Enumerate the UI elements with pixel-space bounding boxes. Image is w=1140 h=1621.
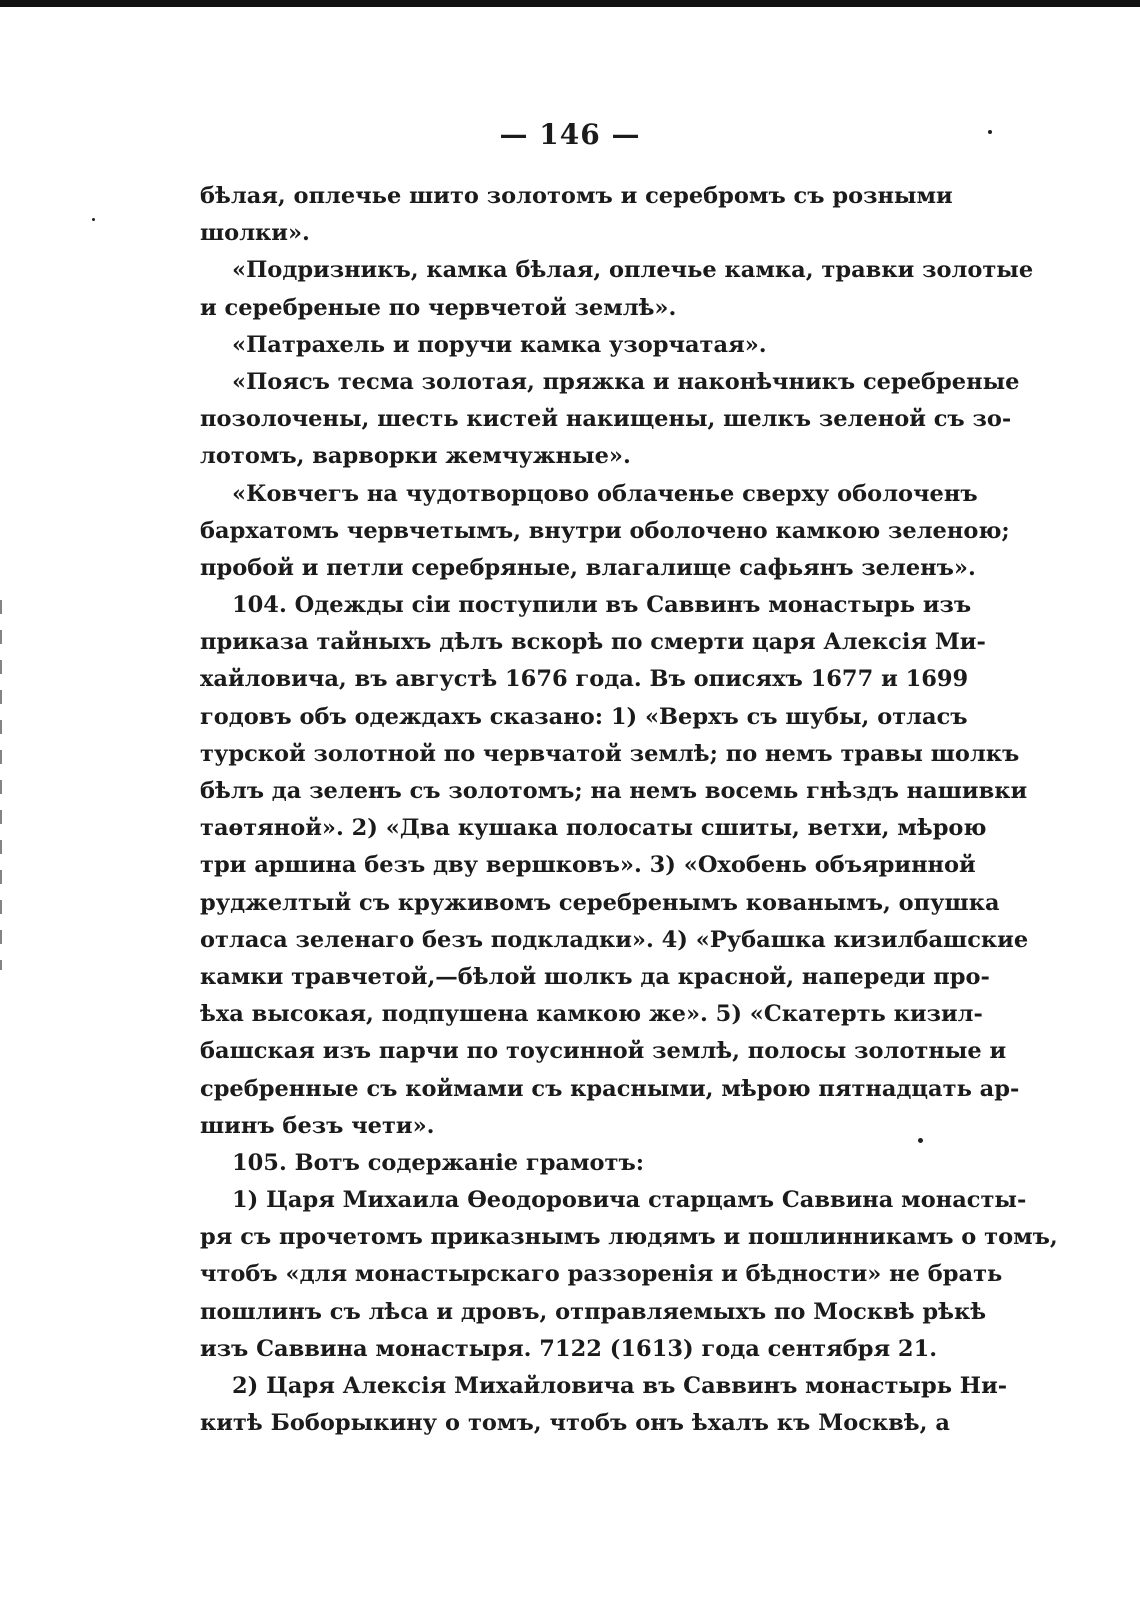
- text-line: хайловича, въ августѣ 1676 года. Въ описяхъ 1677 и 1699: [200, 666, 969, 693]
- text-line: позолочены, шесть кистей накищены, шелкъ зеленой съ зо-: [200, 406, 1012, 433]
- text-line: 1) Царя Михаила Ѳеодоровича старцамъ Саввина монасты-: [232, 1187, 1027, 1214]
- ink-speck: [92, 218, 95, 221]
- text-line: ѣха высокая, подпушена камкою же». 5) «Скатерть кизил-: [200, 1001, 983, 1028]
- text-line: турской золотной по червчатой землѣ; по немъ травы шолкъ: [200, 740, 1020, 767]
- text-line: руджелтый съ круживомъ серебренымъ кованымъ, опушка: [200, 889, 1000, 916]
- text-line: «Патрахель и поручи камка узорчатая».: [232, 331, 767, 358]
- text-line: бархатомъ червчетымъ, внутри оболочено камкою зеленою;: [200, 517, 1010, 544]
- text-line: шолки».: [200, 220, 310, 247]
- text-line: таѳтяной». 2) «Два кушака полосаты сшиты, ветхи, мѣрою: [200, 815, 987, 842]
- text-line: годовъ объ одеждахъ сказано: 1) «Верхъ съ шубы, отласъ: [200, 703, 968, 730]
- text-line: «Поясъ тесма золотая, пряжка и наконѣчникъ серебреные: [232, 368, 1020, 395]
- text-line: чтобъ «для монастырскаго раззоренія и бѣдности» не брать: [200, 1261, 1003, 1288]
- text-line: и серебреные по червчетой землѣ».: [200, 294, 677, 321]
- text-line: башская изъ парчи по тоусинной землѣ, полосы золотные и: [200, 1038, 1007, 1065]
- scan-top-border: [0, 0, 1140, 7]
- text-line: бѣлая, оплечье шито золотомъ и серебромъ съ розными: [200, 183, 953, 209]
- text-line: «Подризникъ, камка бѣлая, оплечье камка, травки золотые: [232, 257, 1034, 284]
- scan-left-edge: [0, 600, 2, 970]
- text-line: пробой и петли серебряные, влагалище сафьянъ зеленъ».: [200, 554, 976, 581]
- text-line: камки травчетой,—бѣлой шолкъ да красной, напереди про-: [200, 963, 990, 990]
- text-line: пошлинъ съ лѣса и дровъ, отправляемыхъ по Москвѣ рѣкѣ: [200, 1298, 987, 1325]
- text-line: три аршина безъ дву вершковъ». 3) «Охобень объяринной: [200, 852, 976, 879]
- text-line: лотомъ, варворки жемчужные».: [200, 443, 631, 470]
- text-line: китѣ Боборыкину о томъ, чтобъ онъ ѣхалъ къ Москвѣ, а: [200, 1410, 950, 1437]
- text-line: 2) Царя Алексія Михайловича въ Саввинъ монастырь Ни-: [232, 1373, 1008, 1399]
- page-number: — 146 —: [499, 118, 641, 151]
- text-line: приказа тайныхъ дѣлъ вскорѣ по смерти царя Алексія Ми-: [200, 629, 986, 656]
- text-line: 104. Одежды сіи поступили въ Саввинъ монастырь изъ: [232, 592, 972, 619]
- text-line: изъ Саввина монастыря. 7122 (1613) года сентября 21.: [200, 1335, 938, 1362]
- text-line: 105. Вотъ содержаніе грамотъ:: [232, 1149, 645, 1176]
- text-line: бѣлъ да зеленъ съ золотомъ; на немъ восемь гнѣздъ нашивки: [200, 778, 1028, 804]
- text-line: отласа зеленаго безъ подкладки». 4) «Рубашка кизилбашские: [200, 926, 1029, 953]
- text-line: «Ковчегъ на чудотворцово облаченье сверху оболоченъ: [232, 480, 978, 507]
- text-line: ря съ прочетомъ приказнымъ людямъ и пошлинникамъ о томъ,: [200, 1224, 1058, 1251]
- text-line: сребренные съ коймами съ красными, мѣрою пятнадцать ар-: [200, 1075, 1020, 1102]
- text-line: шинъ безъ чети».: [200, 1112, 435, 1139]
- body-text: [200, 178, 1058, 1442]
